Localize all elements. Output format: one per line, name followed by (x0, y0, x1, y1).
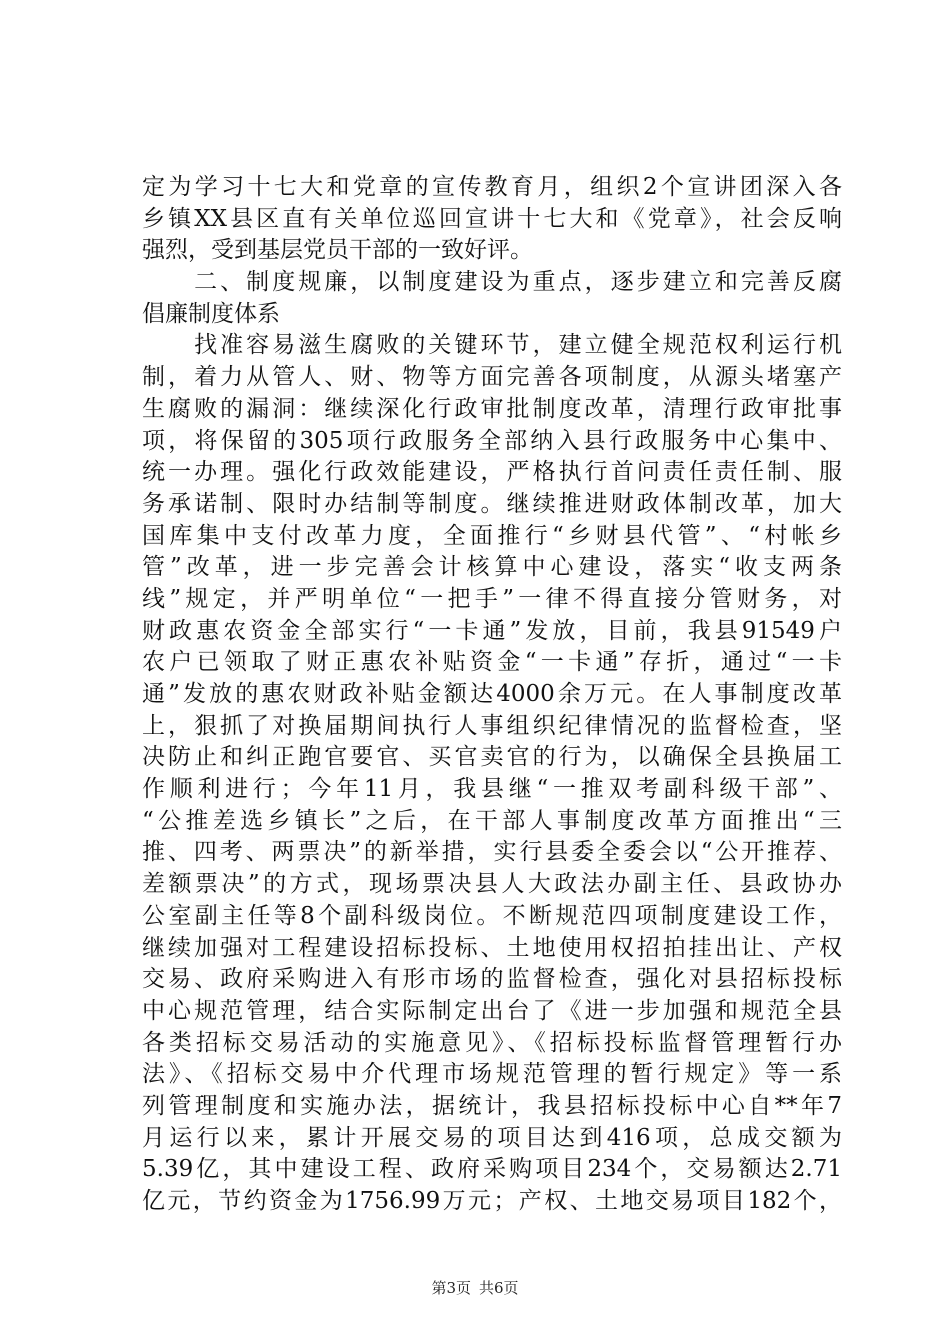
text-line: 作顺利进行；今年11月，我县继“一推双考副科级干部”、 (142, 776, 842, 803)
text-line: 公室副主任等8个副科级岗位。不断规范四项制度建设工作， (142, 902, 842, 929)
text-line: 法》、《招标交易中介代理市场规范管理的暂行规定》等一系 (142, 1061, 842, 1088)
text-line: 农户已领取了财正惠农补贴资金“一卡通”存折，通过“一卡 (142, 649, 842, 676)
text-line: 差额票决”的方式，现场票决县人大政法办副主任、县政协办 (142, 871, 842, 898)
text-line: 交易、政府采购进入有形市场的监督检查，强化对县招标投标 (142, 966, 842, 993)
text-line: 月运行以来，累计开展交易的项目达到416项，总成交额为 (142, 1124, 842, 1151)
page-footer (0, 1278, 950, 1298)
text-line: 决防止和纠正跑官要官、买官卖官的行为，以确保全县换届工 (142, 744, 842, 771)
text-line: 制，着力从管人、财、物等方面完善各项制度，从源头堵塞产 (142, 364, 842, 391)
text-line: 财政惠农资金全部实行“一卡通”发放，目前，我县91549户 (142, 617, 842, 644)
text-line: 推、四考、两票决”的新举措，实行县委全委会以“公开推荐、 (142, 839, 842, 866)
text-line: 管”改革，进一步完善会计核算中心建设，落实“收支两条 (142, 554, 842, 581)
text-line: 找准容易滋生腐败的关键环节，建立健全规范权利运行机 (142, 332, 842, 359)
text-line: 列管理制度和实施办法，据统计，我县招标投标中心自**年7 (142, 1092, 842, 1119)
text-line: 继续加强对工程建设招标投标、土地使用权招拍挂出让、产权 (142, 934, 842, 961)
text-line: 定为学习十七大和党章的宣传教育月，组织2个宣讲团深入各 (142, 174, 842, 200)
page-number: 第3页 (431, 1279, 471, 1297)
text-line: 统一办理。强化行政效能建设，严格执行首问责任责任制、服 (142, 459, 842, 486)
text-line: 亿元，节约资金为1756.99万元；产权、土地交易项目182个， (142, 1188, 842, 1214)
text-line: 中心规范管理，结合实际制定出台了《进一步加强和规范全县 (142, 997, 842, 1024)
text-line: 通”发放的惠农财政补贴金额达4000余万元。在人事制度改革 (142, 681, 842, 707)
document-body (142, 172, 842, 1218)
page-total: 共6页 (479, 1279, 519, 1297)
text-line: 务承诺制、限时办结制等制度。继续推进财政体制改革，加大 (142, 490, 842, 517)
text-line: “公推差选乡镇长”之后，在干部人事制度改革方面推出“三 (142, 807, 842, 834)
text-line: 国库集中支付改革力度，全面推行“乡财县代管”、“村帐乡 (142, 522, 842, 549)
text-line: 强烈，受到基层党员干部的一致好评。 (142, 237, 533, 264)
text-line: 线”规定，并严明单位“一把手”一律不得直接分管财务，对 (142, 585, 842, 612)
text-line: 项，将保留的305项行政服务全部纳入县行政服务中心集中、 (142, 427, 842, 454)
text-line: 5.39亿，其中建设工程、政府采购项目234个，交易额达2.71 (142, 1156, 842, 1183)
text-line: 乡镇XX县区直有关单位巡回宣讲十七大和《党章》，社会反响 (142, 205, 842, 232)
text-line: 上，狠抓了对换届期间执行人事组织纪律情况的监督检查，坚 (142, 712, 842, 739)
text-line: 各类招标交易活动的实施意见》、《招标投标监督管理暂行办 (142, 1029, 842, 1056)
section-heading-line: 倡廉制度体系 (142, 300, 280, 327)
text-line: 生腐败的漏洞：继续深化行政审批制度改革，清理行政审批事 (142, 395, 842, 422)
section-heading-line: 二、制度规廉，以制度建设为重点，逐步建立和完善反腐 (142, 269, 842, 296)
